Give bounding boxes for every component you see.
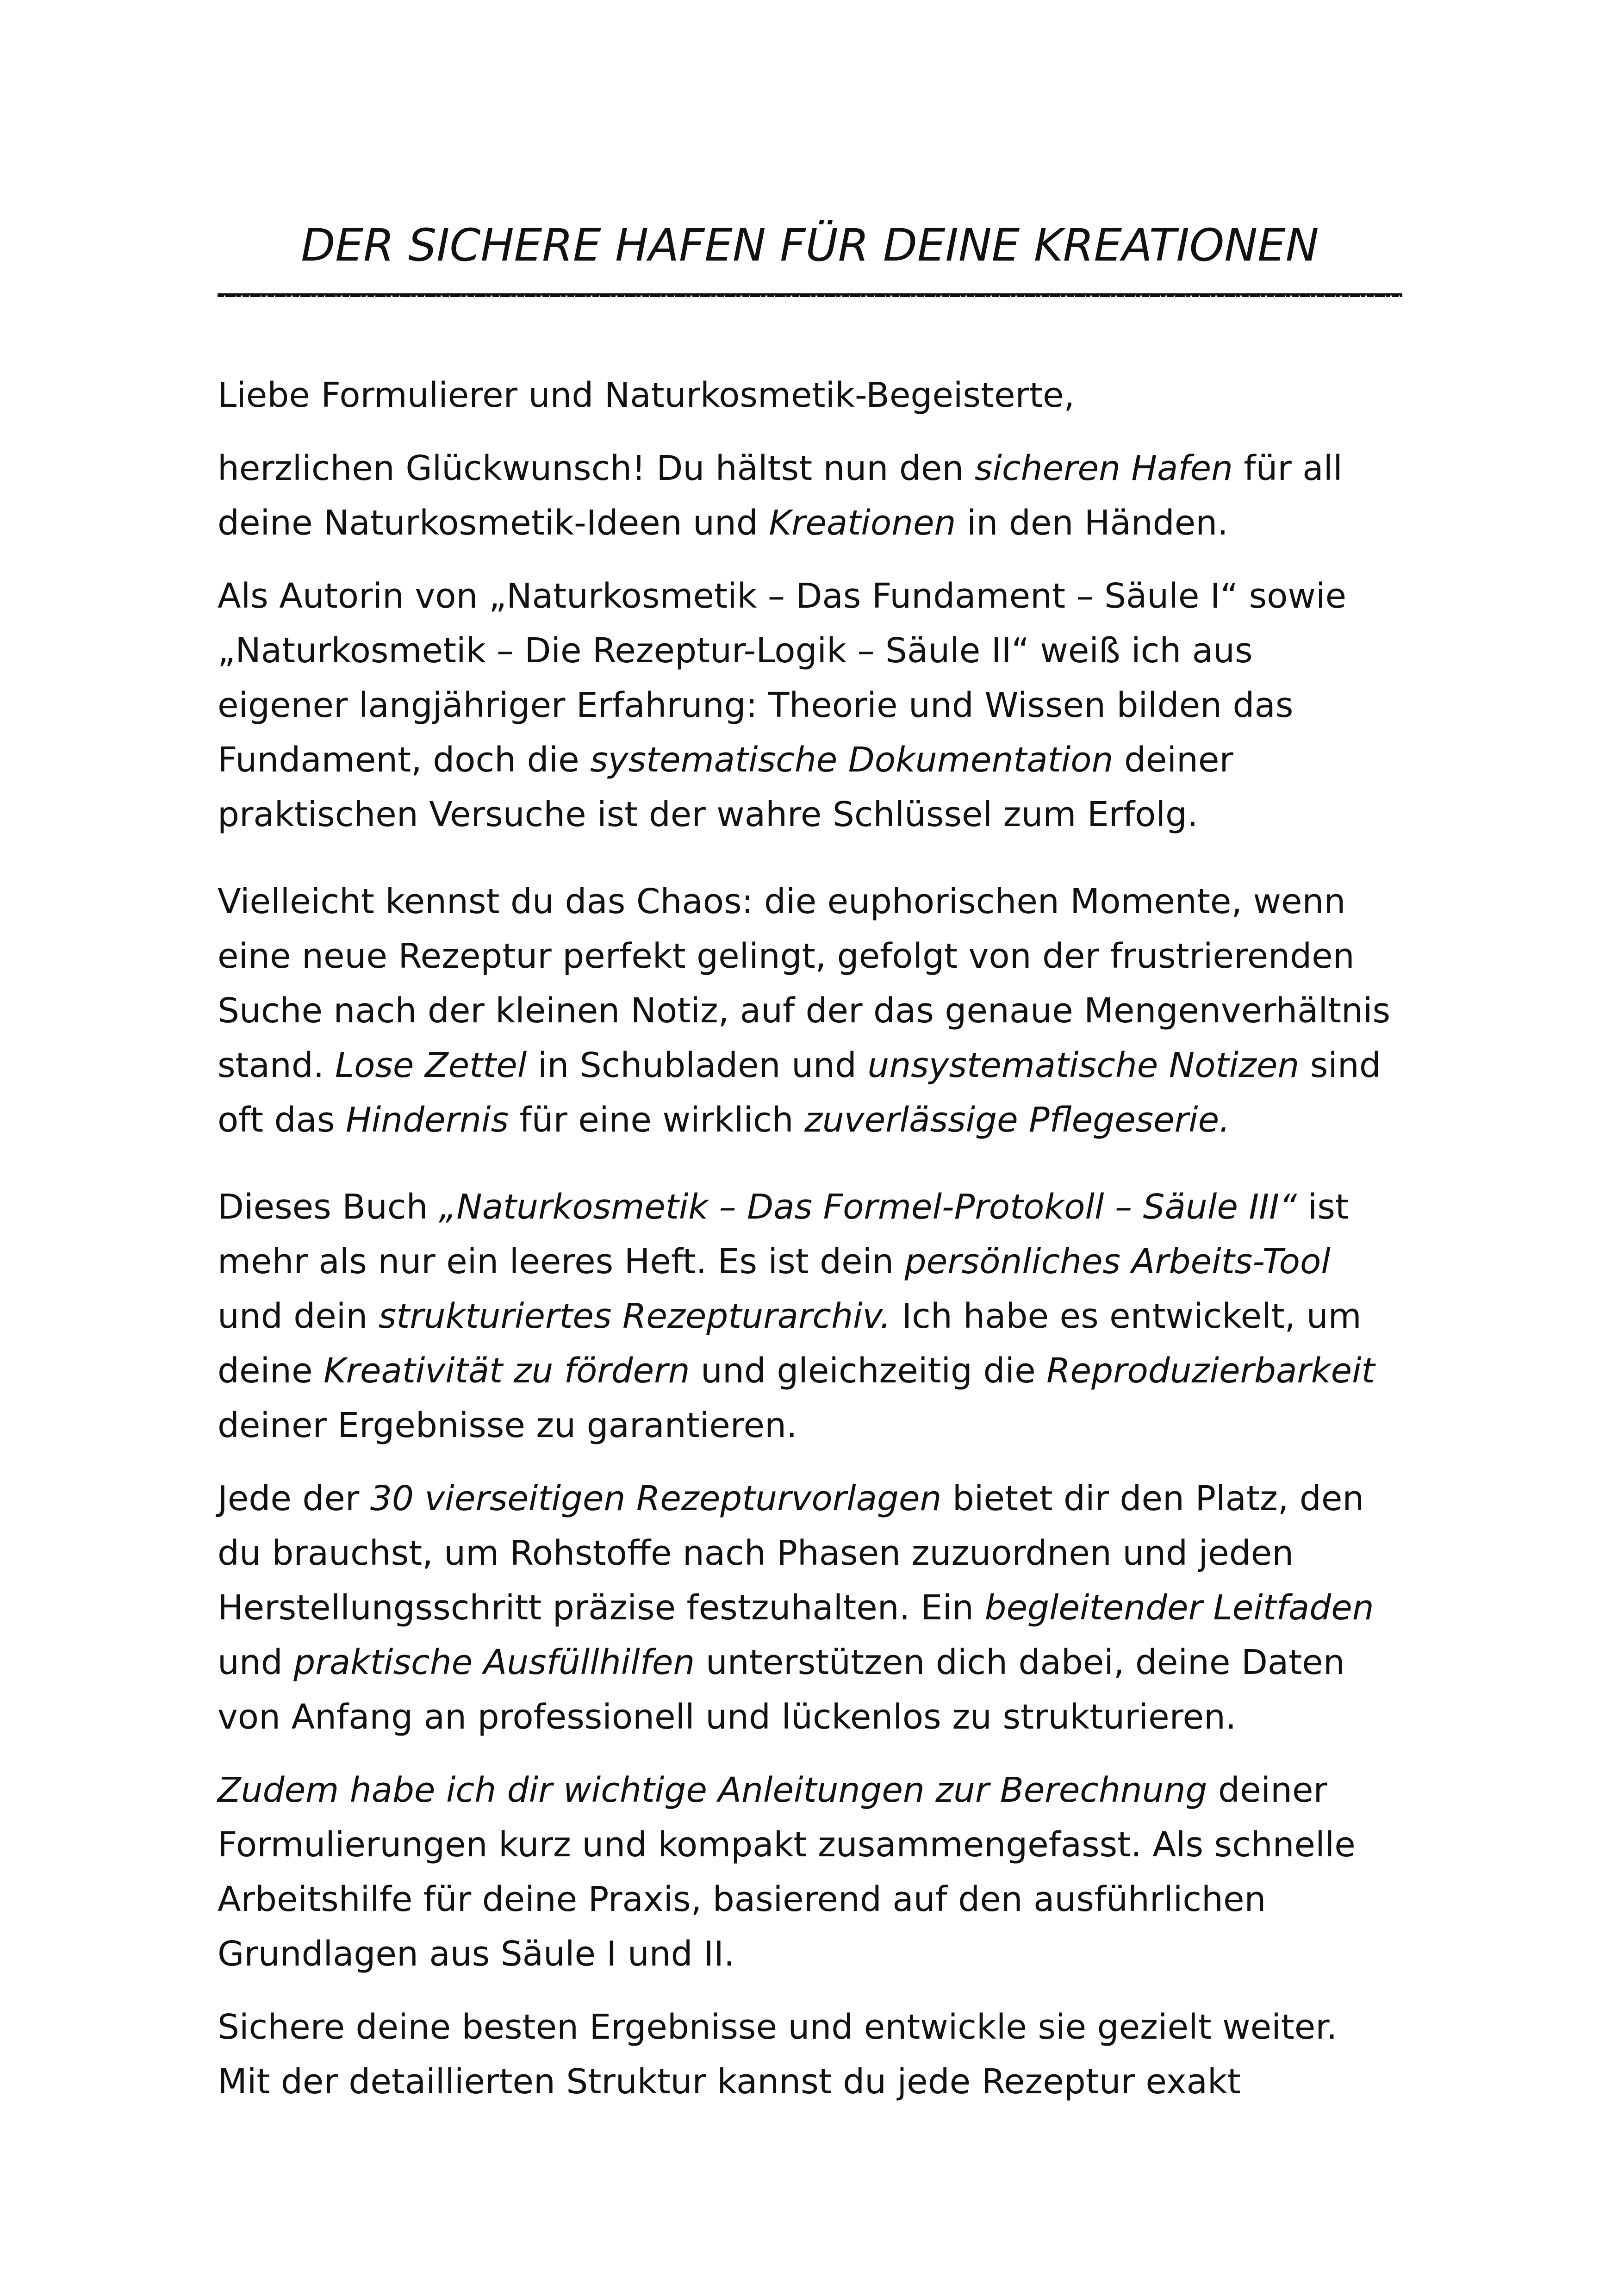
text-run: ist <box>1297 1187 1349 1227</box>
text-run: oft das <box>218 1100 346 1140</box>
text-run: Jede der <box>218 1479 370 1518</box>
emphasized-text: systematische Dokumentation <box>590 740 1114 780</box>
text-line <box>218 929 1421 983</box>
text-run: und <box>218 1643 294 1682</box>
text-run: Liebe Formulierer und Naturkosmetik-Begeisterte, <box>218 375 1075 415</box>
emphasized-text: 30 vierseitigen Rezepturvorlagen <box>370 1479 942 1518</box>
text-run: herzlichen Glückwunsch! Du hältst nun den <box>218 448 975 488</box>
text-run: in Schubladen und <box>527 1045 868 1085</box>
paragraph-7 <box>218 1763 1421 1981</box>
text-line <box>218 1398 1421 1453</box>
paragraph-6 <box>218 1471 1421 1744</box>
text-line <box>218 368 1421 423</box>
text-run: für all <box>1232 448 1343 488</box>
text-run: von Anfang an professionell und lückenlos zu strukturieren. <box>218 1697 1237 1737</box>
text-line <box>218 623 1421 678</box>
text-run: Sichere deine besten Ergebnisse und entwickle sie gezielt weiter. <box>218 2007 1338 2047</box>
text-run: deiner <box>1207 1770 1327 1810</box>
text-run: Vielleicht kennst du das Chaos: die euphorischen Momente, wenn <box>218 882 1346 921</box>
letter-body <box>218 368 1421 2128</box>
emphasized-text: Kreativität zu fördern <box>324 1351 690 1391</box>
text-run: „Naturkosmetik – Die Rezeptur-Logik – Säule II“ weiß ich aus <box>218 631 1253 671</box>
emphasized-text: persönliches Arbeits-Tool <box>904 1242 1331 1282</box>
text-line <box>218 2000 1421 2054</box>
text-run: mehr als nur ein leeres Heft. Es ist dein <box>218 1242 905 1282</box>
text-line <box>218 1526 1421 1580</box>
text-run: Arbeitshilfe für deine Praxis, basierend auf den ausführlichen <box>218 1879 1266 1919</box>
text-line <box>218 441 1421 496</box>
text-line <box>218 1690 1421 1744</box>
emphasized-text: Lose Zettel <box>335 1045 527 1085</box>
paragraph-4 <box>218 874 1421 1147</box>
text-run: deiner <box>1113 740 1233 780</box>
text-line <box>218 1180 1421 1234</box>
text-line <box>218 1580 1421 1635</box>
paragraph-1 <box>218 368 1421 423</box>
text-run: unterstützen dich dabei, deine Daten <box>695 1643 1345 1682</box>
paragraph-3 <box>218 569 1421 842</box>
text-line <box>218 1872 1421 1927</box>
text-run: Dieses Buch <box>218 1187 439 1227</box>
text-line <box>218 1817 1421 1872</box>
emphasized-text: Zudem habe ich dir wichtige Anleitungen zur Berechnung <box>218 1770 1207 1810</box>
text-line <box>218 1927 1421 1981</box>
text-run: und gleichzeitig die <box>690 1351 1047 1391</box>
text-run: und dein <box>218 1296 379 1336</box>
text-run: du brauchst, um Rohstoffe nach Phasen zuzuordnen und jeden <box>218 1533 1294 1573</box>
title-underline <box>218 292 1402 299</box>
text-line <box>218 983 1421 1038</box>
emphasized-text: Kreationen <box>769 503 956 543</box>
text-run: Mit der detaillierten Struktur kannst du jede Rezeptur exakt <box>218 2062 1241 2102</box>
text-run: in den Händen. <box>956 503 1228 543</box>
text-line <box>218 1471 1421 1526</box>
emphasized-text: „Naturkosmetik – Das Formel-Protokoll – Säule III“ <box>439 1187 1297 1227</box>
text-line <box>218 1635 1421 1690</box>
emphasized-text: zuverlässige Pflegeserie. <box>804 1100 1230 1140</box>
text-line <box>218 678 1421 733</box>
text-run: Formulierungen kurz und kompakt zusammengefasst. Als schnelle <box>218 1825 1356 1865</box>
emphasized-text: sicheren Hafen <box>974 448 1233 488</box>
emphasized-text: praktische Ausfüllhilfen <box>293 1643 695 1682</box>
emphasized-text: unsystematische Notizen <box>867 1045 1300 1085</box>
text-line <box>218 1038 1421 1093</box>
text-run: Als Autorin von „Naturkosmetik – Das Fundament – Säule I“ sowie <box>218 576 1347 616</box>
paragraph-5 <box>218 1180 1421 1453</box>
emphasized-text: begleitender Leitfaden <box>984 1588 1374 1628</box>
text-run: praktischen Versuche ist der wahre Schlüssel zum Erfolg. <box>218 795 1198 834</box>
text-line <box>218 1234 1421 1289</box>
text-run: deiner Ergebnisse zu garantieren. <box>218 1406 797 1445</box>
text-run: Grundlagen aus Säule I und II. <box>218 1934 735 1974</box>
text-run: eigener langjähriger Erfahrung: Theorie und Wissen bilden das <box>218 685 1294 725</box>
emphasized-text: strukturiertes Rezepturarchiv. <box>378 1296 891 1336</box>
text-run: Herstellungsschritt präzise festzuhalten. Ein <box>218 1588 985 1628</box>
text-line <box>218 1289 1421 1344</box>
text-line <box>218 874 1421 929</box>
emphasized-text: Hindernis <box>345 1100 509 1140</box>
text-run: deine Naturkosmetik-Ideen und <box>218 503 769 543</box>
text-run: sind <box>1299 1045 1381 1085</box>
text-run: Suche nach der kleinen Notiz, auf der das genaue Mengenverhältnis <box>218 991 1391 1031</box>
text-run: für eine wirklich <box>509 1100 805 1140</box>
text-line <box>218 787 1421 842</box>
text-line <box>218 2054 1421 2109</box>
text-run: Ich habe es entwickelt, um <box>890 1296 1362 1336</box>
text-run: stand. <box>218 1045 335 1085</box>
text-run: Fundament, doch die <box>218 740 591 780</box>
text-run: deine <box>218 1351 324 1391</box>
text-line <box>218 1344 1421 1398</box>
emphasized-text: Reproduzierbarkeit <box>1046 1351 1375 1391</box>
text-run: bietet dir den Platz, den <box>941 1479 1364 1518</box>
text-line <box>218 1093 1421 1147</box>
text-run: eine neue Rezeptur perfekt gelingt, gefolgt von der frustrierenden <box>218 936 1355 976</box>
text-line <box>218 496 1421 550</box>
page-title: DER SICHERE HAFEN FÜR DEINE KREATIONEN <box>301 219 1319 271</box>
text-line <box>218 1763 1421 1817</box>
text-line <box>218 569 1421 623</box>
paragraph-2 <box>218 441 1421 550</box>
paragraph-8 <box>218 2000 1421 2109</box>
text-line <box>218 733 1421 787</box>
